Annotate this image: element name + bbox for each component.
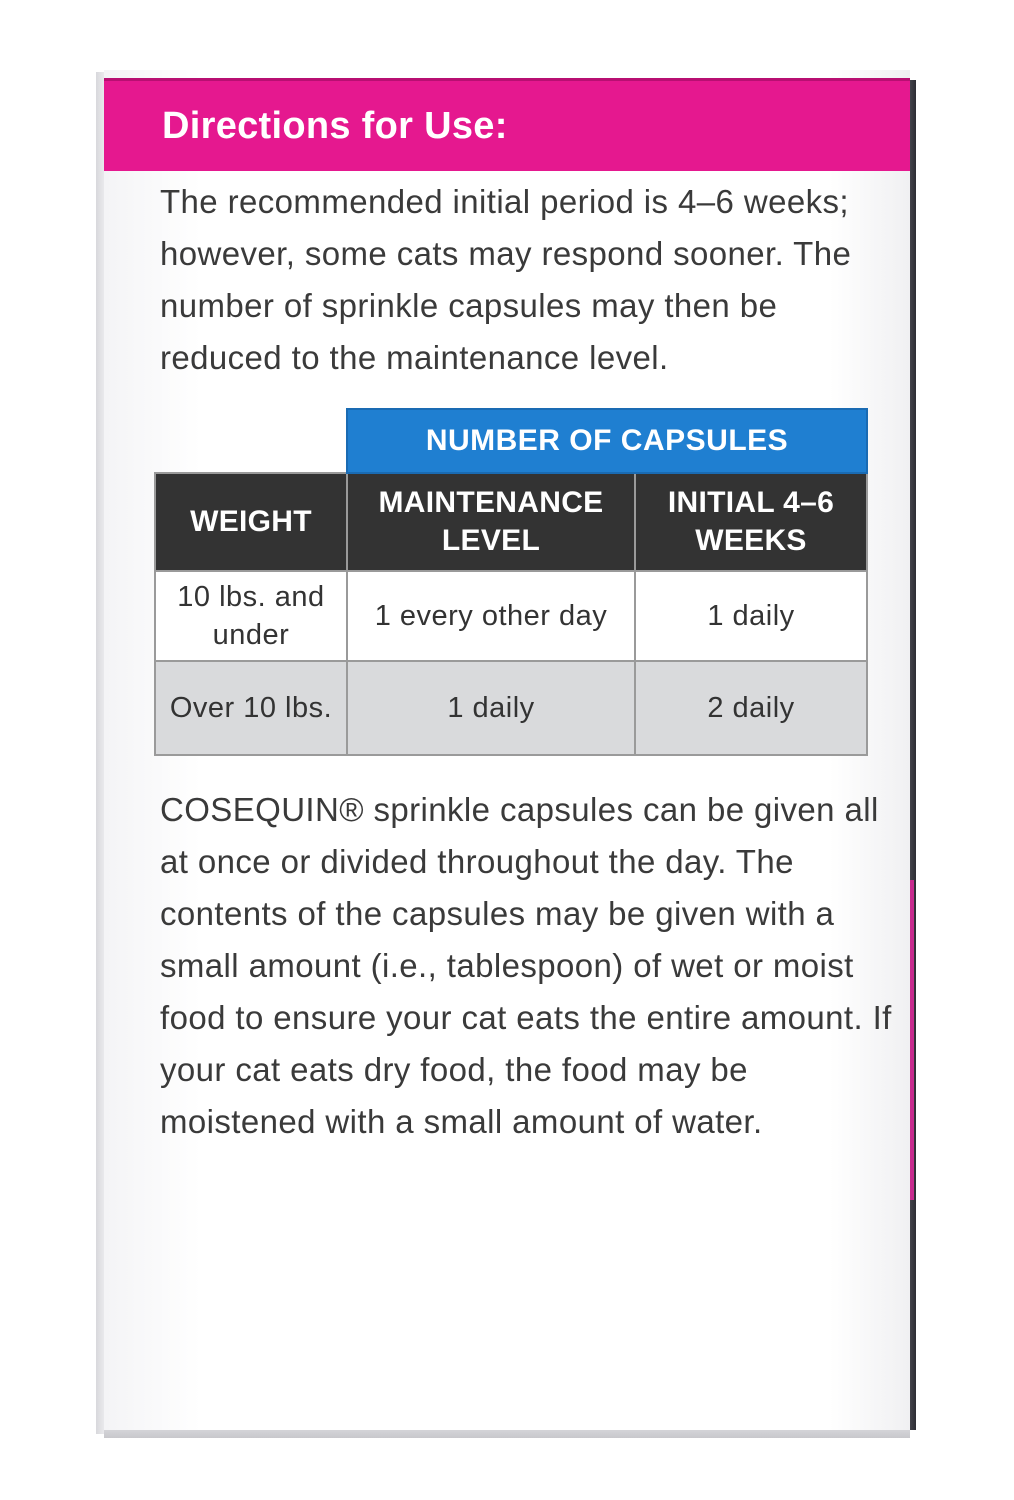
table-row	[155, 661, 867, 755]
cell-initial: 2 daily	[635, 661, 867, 755]
cell-weight: Over 10 lbs.	[155, 661, 347, 755]
column-header-initial: INITIAL 4–6 WEEKS	[635, 473, 867, 571]
cell-maintenance: 1 every other day	[347, 571, 635, 661]
table-column-header-row	[155, 473, 867, 571]
cell-maintenance: 1 daily	[347, 661, 635, 755]
table-row	[155, 571, 867, 661]
package-panel	[104, 70, 910, 1430]
table-group-header-row	[155, 409, 867, 473]
dosage-table	[154, 408, 868, 756]
cell-initial: 1 daily	[635, 571, 867, 661]
table-group-header: NUMBER OF CAPSULES	[347, 409, 867, 473]
column-header-maintenance: MAINTENANCE LEVEL	[347, 473, 635, 571]
column-header-weight: WEIGHT	[155, 473, 347, 571]
page-title: Directions for Use:	[162, 105, 508, 147]
table-corner-blank	[155, 409, 347, 473]
cell-weight: 10 lbs. and under	[155, 571, 347, 661]
directions-header	[104, 78, 910, 171]
intro-paragraph: The recommended initial period is 4–6 weeks; however, some cats may respond sooner. The number of sprinkle capsules may then be reduced to the maintenance level.	[160, 183, 852, 376]
usage-paragraph: COSEQUIN® sprinkle capsules can be given all at once or divided throughout the day. The contents of the capsules may be given with a small amount (i.e., tablespoon) of wet or moist food to ensure your cat eats the entire amount. If your cat eats dry food, the food may be moistened with a small amount of water.	[160, 791, 892, 1140]
